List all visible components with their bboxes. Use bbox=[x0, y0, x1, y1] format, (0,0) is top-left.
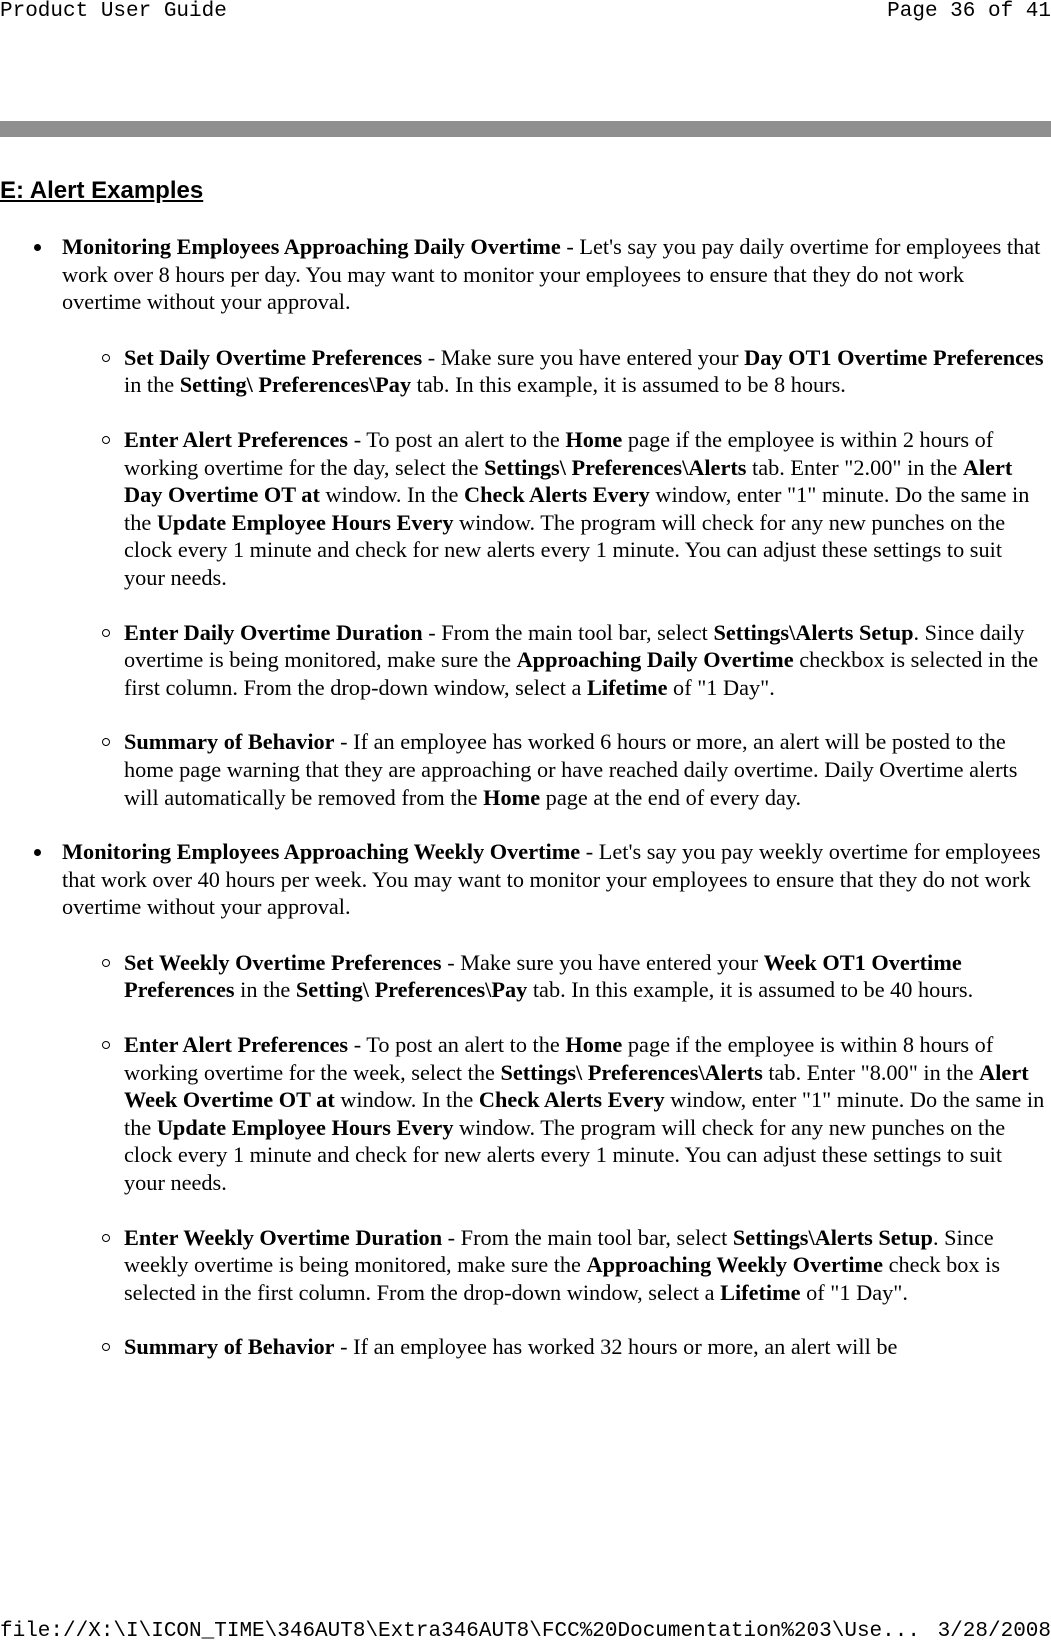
file-path: file://X:\I\ICON_TIME\346AUT8\Extra346AUT8\FCC%20Documentation%203\Use... bbox=[0, 1620, 920, 1643]
step-daily-duration: Enter Daily Overtime Duration - From the main tool bar, select Settings\Alerts Setup. Since daily overtime is being monitored, make sure the Approaching Daily Overtime checkbox is selected in the first column. From the drop-down window, select a Lifetime of "1 Day". bbox=[62, 619, 1048, 702]
print-date: 3/28/2008 bbox=[937, 1620, 1051, 1643]
step-daily-alert-preferences: Enter Alert Preferences - To post an alert to the Home page if the employee is within 2 hours of working overtime for the day, select the Settings\ Preferences\Alerts tab. Enter "2.00" in the Alert Day Overtime OT at window. In the Check Alerts Every window, enter "1" minute. Do the same in the Update Employee Hours Every window. The program will check for any new punches on the clock every 1 minute and check for new alerts every 1 minute. You can adjust these settings to suit your needs. bbox=[62, 426, 1048, 592]
list-item-daily-overtime: Monitoring Employees Approaching Daily Overtime - Let's say you pay daily overtime for employees that work over 8 hours per day. You may want to monitor your employees to ensure that they do not work overtime without your approval. Set Daily Overtime Preferences - Make sure you have entered your Day OT1 Overtime Preferences in the Setting\ Preferences\Pay tab. In this example, it is assumed to be 8 hours. Enter Alert Preferences - To post an alert to the Home page if the employee is within 2 hours of working overtime for the day, select the Settings\ Preferences\Alerts tab. Enter "2.00" in the Alert Day Overtime OT at window. In the Check Alerts Every window, enter "1" minute. Do the same in the Update Employee Hours Every window. The program will check for any new punches on the clock every 1 minute and check for new alerts every 1 minute. You can adjust these settings to suit your needs. Enter Daily Overtime Duration - From the main tool bar, select Settings\Alerts Setup. Since daily overtime is being monitored, make sure the Approaching Daily Overtime checkbox is selected in the first column. From the drop-down window, select a Lifetime of "1 Day". Summary of Behavior - If an employee has worked 6 hours or more, an alert will be posted to the home page warning that they are approaching or have reached daily overtime. Daily Overtime alerts will automatically be removed from the Home page at the end of every day. bbox=[0, 233, 1048, 811]
step-set-daily-preferences: Set Daily Overtime Preferences - Make sure you have entered your Day OT1 Overtime Preferences in the Setting\ Preferences\Pay tab. In this example, it is assumed to be 8 hours. bbox=[62, 344, 1048, 399]
page-number: Page 36 of 41 bbox=[887, 0, 1051, 23]
header-title: Product User Guide bbox=[0, 0, 227, 23]
list-item-weekly-overtime: Monitoring Employees Approaching Weekly Overtime - Let's say you pay weekly overtime for employees that work over 40 hours per week. You may want to monitor your employees to ensure that they do not work overtime without your approval. Set Weekly Overtime Preferences - Make sure you have entered your Week OT1 Overtime Preferences in the Setting\ Preferences\Pay tab. In this example, it is assumed to be 40 hours. Enter Alert Preferences - To post an alert to the Home page if the employee is within 8 hours of working overtime for the week, select the Settings\ Preferences\Alerts tab. Enter "8.00" in the Alert Week Overtime OT at window. In the Check Alerts Every window, enter "1" minute. Do the same in the Update Employee Hours Every window. The program will check for any new punches on the clock every 1 minute and check for new alerts every 1 minute. You can adjust these settings to suit your needs. Enter Weekly Overtime Duration - From the main tool bar, select Settings\Alerts Setup. Since weekly overtime is being monitored, make sure the Approaching Weekly Overtime check box is selected in the first column. From the drop-down window, select a Lifetime of "1 Day". Summary of Behavior - If an employee has worked 32 hours or more, an alert will be bbox=[0, 838, 1048, 1361]
step-weekly-alert-preferences: Enter Alert Preferences - To post an alert to the Home page if the employee is within 8 hours of working overtime for the week, select the Settings\ Preferences\Alerts tab. Enter "8.00" in the Alert Week Overtime OT at window. In the Check Alerts Every window, enter "1" minute. Do the same in the Update Employee Hours Every window. The program will check for any new punches on the clock every 1 minute and check for new alerts every 1 minute. You can adjust these settings to suit your needs. bbox=[62, 1031, 1048, 1197]
step-daily-summary: Summary of Behavior - If an employee has worked 6 hours or more, an alert will be posted to the home page warning that they are approaching or have reached daily overtime. Daily Overtime alerts will automatically be removed from the Home page at the end of every day. bbox=[62, 728, 1048, 811]
step-weekly-duration: Enter Weekly Overtime Duration - From the main tool bar, select Settings\Alerts Setup. Since weekly overtime is being monitored, make sure the Approaching Weekly Overtime check box is selected in the first column. From the drop-down window, select a Lifetime of "1 Day". bbox=[62, 1224, 1048, 1307]
section-title: E: Alert Examples bbox=[0, 177, 204, 204]
header-divider bbox=[0, 121, 1051, 137]
weekly-overtime-heading: Monitoring Employees Approaching Weekly Overtime bbox=[62, 839, 581, 865]
daily-steps-list bbox=[62, 344, 1048, 811]
step-weekly-summary: Summary of Behavior - If an employee has worked 32 hours or more, an alert will be bbox=[62, 1333, 1048, 1361]
weekly-steps-list bbox=[62, 949, 1048, 1361]
alert-examples-list bbox=[0, 233, 1048, 1361]
daily-overtime-heading: Monitoring Employees Approaching Daily Overtime bbox=[62, 234, 561, 259]
document-body bbox=[0, 233, 1048, 1388]
step-set-weekly-preferences: Set Weekly Overtime Preferences - Make sure you have entered your Week OT1 Overtime Preferences in the Setting\ Preferences\Pay tab. In this example, it is assumed to be 40 hours. bbox=[62, 949, 1048, 1004]
